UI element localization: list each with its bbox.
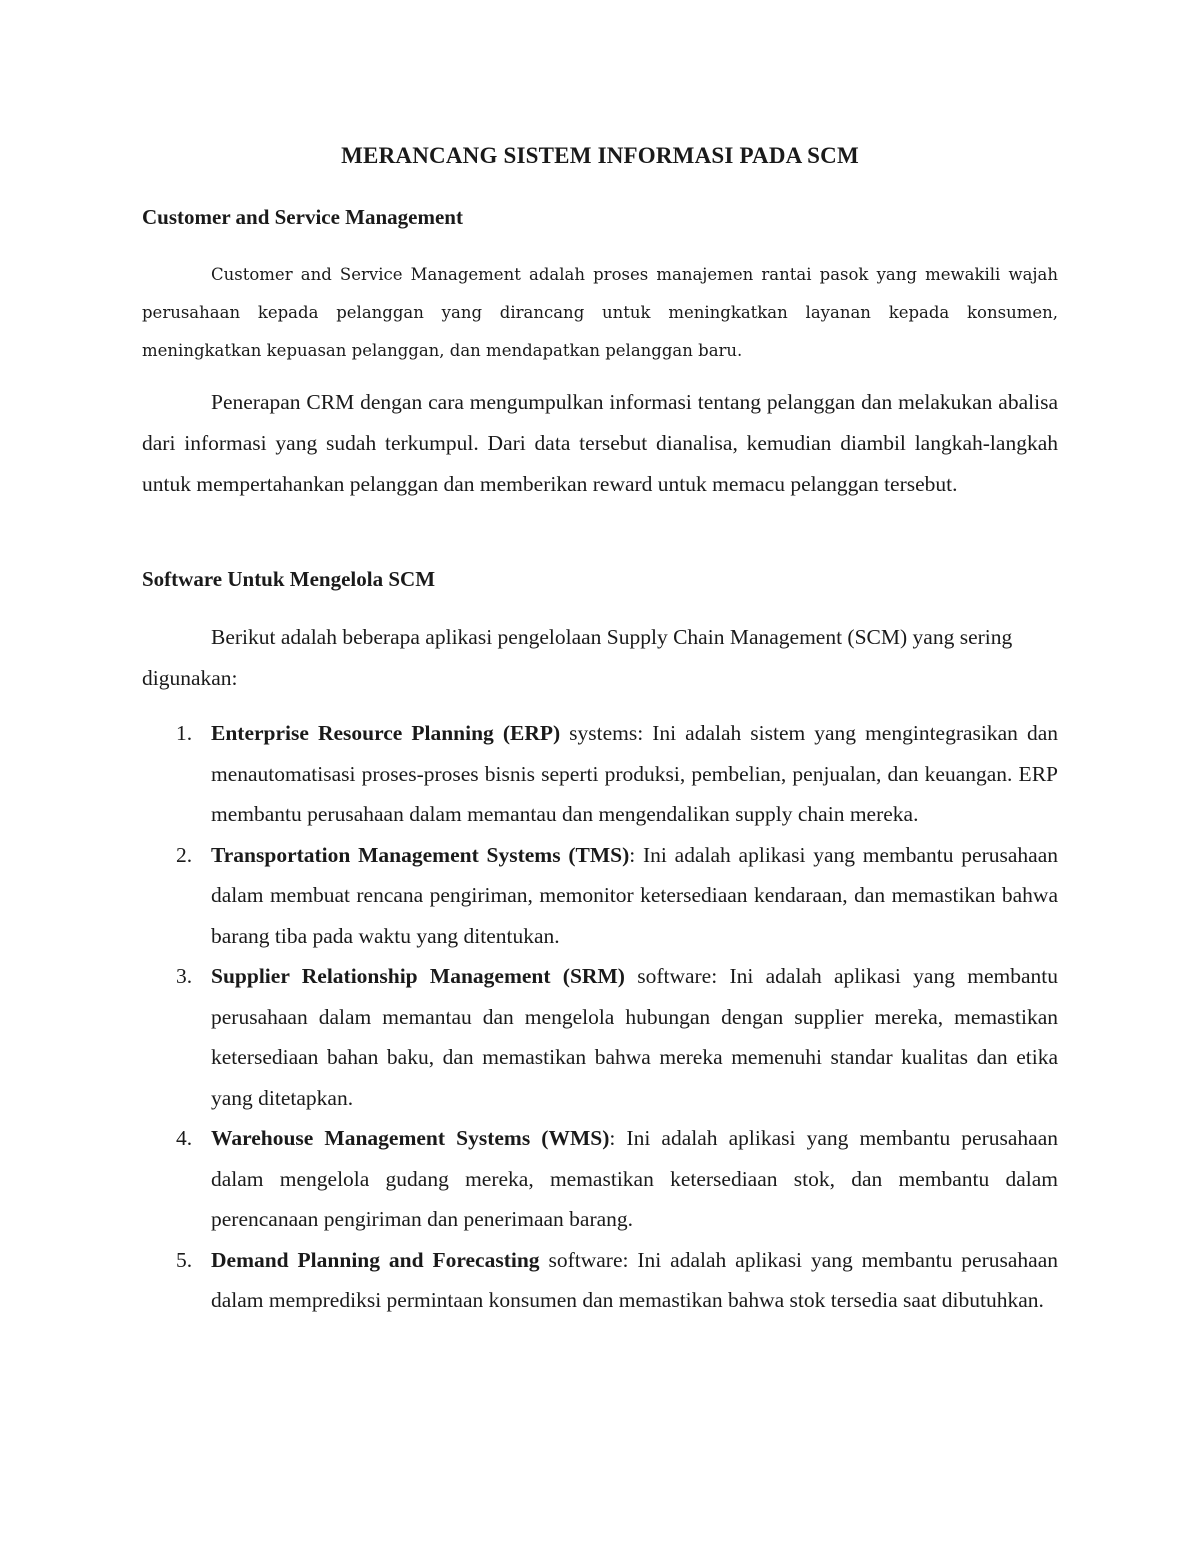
paragraph-scm-software-intro: Berikut adalah beberapa aplikasi pengelolaan Supply Chain Management (SCM) yang sering digunakan:: [142, 625, 1013, 690]
list-item-number: 5.: [176, 1247, 193, 1272]
section-heading-customer-service: Customer and Service Management: [142, 205, 463, 229]
list-item-srm: [142, 956, 1058, 1118]
list-item-text: systems: Ini adalah sistem yang mengintegrasikan dan menautomatisasi proses-proses bisnis seperti produksi, pembelian, penjualan, dan keuangan. ERP membantu perusahaan dalam memantau dan mengendalikan supply chain mereka.: [211, 721, 1058, 826]
list-item-text: : Ini adalah aplikasi yang membantu perusahaan dalam membuat rencana pengiriman, memonitor ketersediaan kendaraan, dan memastikan bahwa barang tiba pada waktu yang ditentukan.: [211, 842, 1058, 948]
list-item-number: 1.: [176, 721, 193, 745]
list-item-number: 4.: [176, 1126, 193, 1150]
list-item-text: : Ini adalah aplikasi yang membantu perusahaan dalam mengelola gudang mereka, memastikan ketersediaan stok, dan membantu dalam perencanaan pengiriman dan penerimaan barang.: [211, 1126, 1058, 1231]
list-item-number: 2.: [176, 842, 193, 867]
list-item-number: 3.: [176, 964, 193, 988]
list-item-term: Warehouse Management Systems (WMS): [211, 1126, 610, 1150]
list-item-text: software: Ini adalah aplikasi yang membantu perusahaan dalam memantau dan mengelola hubungan dengan supplier mereka, memastikan ketersediaan bahan baku, dan memastikan bahwa mereka memenuhi standar kualitas dan etika yang ditetapkan.: [211, 964, 1058, 1110]
list-item-wms: [142, 1118, 1058, 1240]
document-title: MERANCANG SISTEM INFORMASI PADA SCM: [341, 143, 859, 168]
scm-software-list: [142, 713, 1058, 1321]
list-item-tms: [142, 835, 1058, 957]
section-heading-scm-software: Software Untuk Mengelola SCM: [142, 567, 436, 591]
list-item-term: Enterprise Resource Planning (ERP): [211, 721, 561, 745]
list-item-demand-planning: [142, 1240, 1058, 1321]
paragraph-customer-service-definition: Customer and Service Management adalah proses manajemen rantai pasok yang mewakili wajah perusahaan kepada pelanggan yang dirancang untuk meningkatkan layanan kepada konsumen, meningkatkan kepuasan pelanggan, dan mendapatkan pelanggan baru.: [142, 265, 1058, 360]
list-item-erp: [142, 713, 1058, 835]
list-item-text: software: Ini adalah aplikasi yang membantu perusahaan dalam memprediksi permintaan konsumen dan memastikan bahwa stok tersedia saat dibutuhkan.: [211, 1247, 1058, 1312]
list-item-term: Supplier Relationship Management (SRM): [211, 964, 625, 988]
paragraph-crm-implementation: Penerapan CRM dengan cara mengumpulkan informasi tentang pelanggan dan melakukan abalisa dari informasi yang sudah terkumpul. Dari data tersebut dianalisa, kemudian diambil langkah-langkah untuk mempertahankan pelanggan dan memberikan reward untuk memacu pelanggan tersebut.: [142, 390, 1058, 496]
list-item-term: Transportation Management Systems (TMS): [211, 842, 630, 867]
list-item-term: Demand Planning and Forecasting: [211, 1247, 540, 1272]
